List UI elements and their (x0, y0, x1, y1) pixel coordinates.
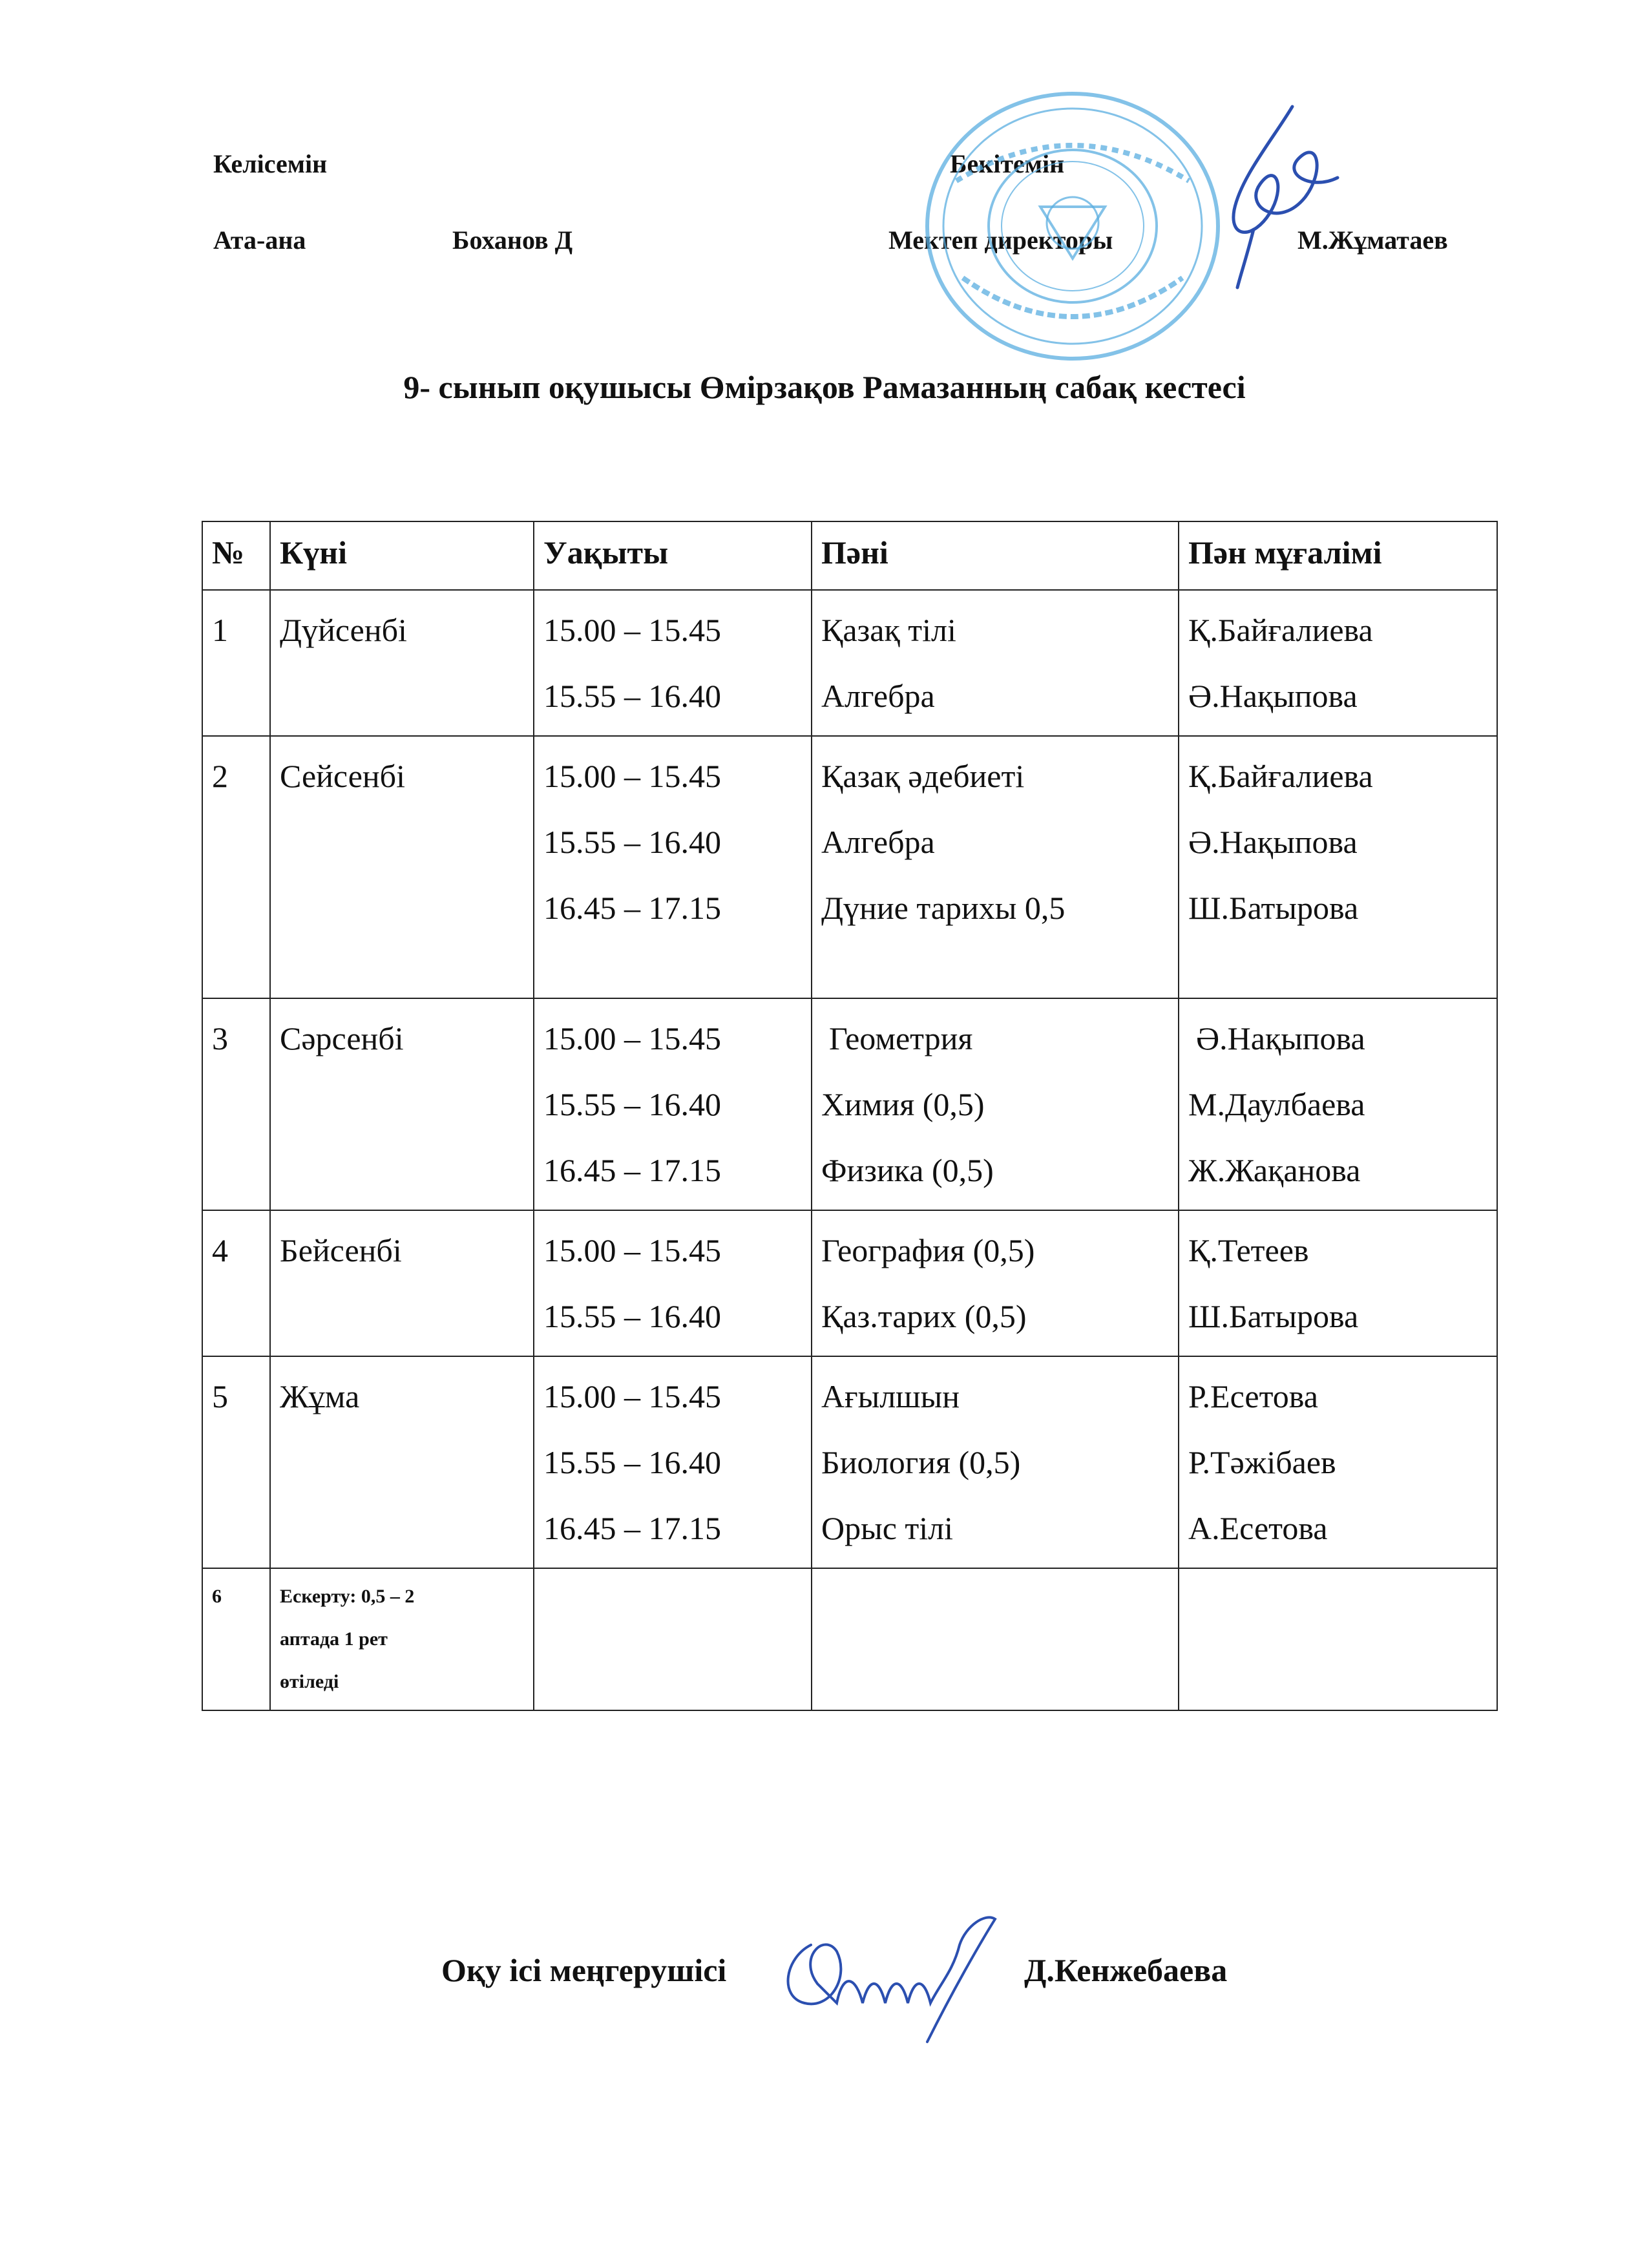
note-line: аптада 1 рет (280, 1628, 388, 1650)
time-slot: 15.55 – 16.40 (543, 1298, 721, 1334)
subject: Алгебра (821, 678, 935, 714)
row-teachers (1179, 1210, 1497, 1356)
table-header-row (202, 521, 1497, 590)
director-signature (1215, 100, 1350, 294)
subject: Физика (0,5) (821, 1152, 994, 1188)
parent-name: Боханов Д (452, 226, 573, 255)
row-subjects (812, 736, 1179, 998)
subject: Қазақ тілі (821, 612, 956, 648)
row-subjects (812, 1210, 1179, 1356)
row-teachers (1179, 736, 1497, 998)
subject: География (0,5) (821, 1232, 1035, 1268)
parent-role: Ата-ана (213, 226, 306, 255)
school-stamp (918, 84, 1228, 368)
time-slot: 16.45 – 17.15 (543, 1152, 721, 1188)
subject: Геометрия (829, 1020, 973, 1056)
table-row (202, 998, 1497, 1210)
row-day: Дүйсенбі (270, 590, 534, 736)
row-subjects (812, 998, 1179, 1210)
row-subjects (812, 590, 1179, 736)
table-row (202, 736, 1497, 998)
approval-heading: Бекітемін (950, 149, 1065, 178)
time-slot: 15.00 – 15.45 (543, 1020, 721, 1056)
head-teacher-name: Д.Кенжебаева (1024, 1952, 1228, 1988)
teacher: Ш.Батырова (1188, 1298, 1359, 1334)
teacher: М.Даулбаева (1188, 1086, 1365, 1122)
row-times (534, 998, 812, 1210)
empty-cell (812, 1568, 1179, 1710)
agreement-heading: Келісемін (213, 149, 328, 178)
col-teacher: Пән мұғалімі (1179, 521, 1497, 590)
time-slot: 15.00 – 15.45 (543, 758, 721, 794)
time-slot: 16.45 – 17.15 (543, 890, 721, 926)
row-times (534, 736, 812, 998)
subject: Дүние тарихы 0,5 (821, 890, 1066, 926)
empty-cell (534, 1568, 812, 1710)
time-slot: 15.55 – 16.40 (543, 678, 721, 714)
row-number: 4 (202, 1210, 270, 1356)
teacher: А.Есетова (1188, 1510, 1328, 1546)
director-name: М.Жұматаев (1297, 226, 1448, 255)
teacher: Р.Есетова (1188, 1378, 1318, 1414)
teacher: Қ.Тетеев (1188, 1232, 1309, 1268)
table-row (202, 590, 1497, 736)
col-number: № (202, 521, 270, 590)
row-number: 5 (202, 1356, 270, 1568)
subject: Химия (0,5) (821, 1086, 985, 1122)
teacher: Ә.Нақыпова (1196, 1020, 1365, 1056)
row-day: Сейсенбі (270, 736, 534, 998)
row-number: 1 (202, 590, 270, 736)
note-text (270, 1568, 534, 1710)
row-day: Жұма (270, 1356, 534, 1568)
note-line: өтіледі (280, 1671, 339, 1692)
time-slot: 15.00 – 15.45 (543, 1378, 721, 1414)
time-slot: 15.55 – 16.40 (543, 824, 721, 860)
row-times (534, 590, 812, 736)
note-row (202, 1568, 1497, 1710)
teacher: Ә.Нақыпова (1188, 824, 1358, 860)
col-subject: Пәні (812, 521, 1179, 590)
row-times (534, 1210, 812, 1356)
subject: Қаз.тарих (0,5) (821, 1298, 1027, 1334)
teacher: Ә.Нақыпова (1188, 678, 1358, 714)
row-teachers (1179, 590, 1497, 736)
time-slot: 15.55 – 16.40 (543, 1444, 721, 1480)
subject: Қазақ әдебиеті (821, 758, 1025, 794)
row-teachers (1179, 1356, 1497, 1568)
subject: Орыс тілі (821, 1510, 953, 1546)
schedule-table (202, 521, 1498, 1711)
subject: Алгебра (821, 824, 935, 860)
row-subjects (812, 1356, 1179, 1568)
row-number: 2 (202, 736, 270, 998)
row-day: Сәрсенбі (270, 998, 534, 1210)
subject: Биология (0,5) (821, 1444, 1021, 1480)
empty-cell (1179, 1568, 1497, 1710)
head-teacher-signature (772, 1906, 1031, 2048)
director-role: Мектеп директоры (888, 226, 1113, 255)
teacher: Р.Тәжібаев (1188, 1444, 1336, 1480)
row-day: Бейсенбі (270, 1210, 534, 1356)
row-number: 6 (202, 1568, 270, 1710)
time-slot: 16.45 – 17.15 (543, 1510, 721, 1546)
table-row (202, 1356, 1497, 1568)
subject: Ағылшын (821, 1378, 960, 1414)
head-teacher-role: Оқу ісі меңгерушісі (441, 1952, 727, 1988)
teacher: Қ.Байғалиева (1188, 758, 1373, 794)
time-slot: 15.55 – 16.40 (543, 1086, 721, 1122)
col-time: Уақыты (534, 521, 812, 590)
teacher: Қ.Байғалиева (1188, 612, 1373, 648)
row-teachers (1179, 998, 1497, 1210)
note-line: Ескерту: 0,5 – 2 (280, 1586, 415, 1607)
row-times (534, 1356, 812, 1568)
col-day: Күні (270, 521, 534, 590)
teacher: Ж.Жақанова (1188, 1152, 1361, 1188)
row-number: 3 (202, 998, 270, 1210)
page-title: 9- сынып оқушысы Өмірзақов Рамазанның сабақ кестесі (403, 369, 1246, 405)
teacher: Ш.Батырова (1188, 890, 1359, 926)
table-row (202, 1210, 1497, 1356)
time-slot: 15.00 – 15.45 (543, 1232, 721, 1268)
time-slot: 15.00 – 15.45 (543, 612, 721, 648)
